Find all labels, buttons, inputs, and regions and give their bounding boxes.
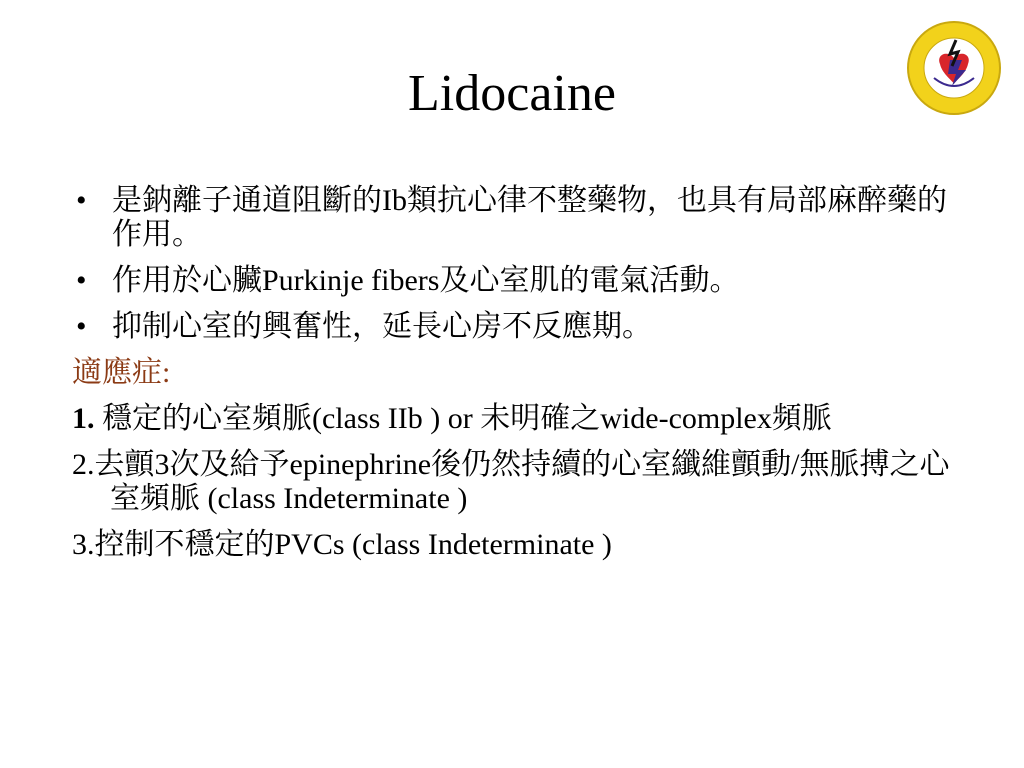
indication-text: 去顫3次及給予epinephrine後仍然持續的心室纖維顫動/無脈搏之心室頻脈 (class Indeterminate ): [94, 448, 950, 515]
bullet-text: 是鈉離子通道阻斷的Ib類抗心律不整藥物，也具有局部麻醉藥的作用。: [112, 184, 947, 251]
indication-item: [72, 402, 952, 436]
indication-item: [72, 448, 952, 516]
indication-number: 3.: [72, 528, 95, 561]
indication-number: 2.: [72, 448, 95, 481]
bullet-item: [72, 184, 952, 252]
indications-heading: 適應症:: [72, 356, 171, 389]
indication-text: 控制不穩定的PVCs (class Indeterminate ): [94, 528, 612, 561]
indication-text: 穩定的心室頻脈(class IIb ) or 未明確之wide-complex頻脈: [94, 402, 832, 435]
indication-number: 1.: [72, 402, 95, 435]
indication-item: [72, 528, 952, 562]
slide-title: Lidocaine: [408, 65, 616, 122]
bullet-item: [72, 310, 952, 344]
bullet-marker: •: [76, 184, 87, 217]
bullet-item: [72, 264, 952, 298]
bullet-text: 抑制心室的興奮性，延長心房不反應期。: [112, 310, 652, 343]
bullet-text: 作用於心臟Purkinje fibers及心室肌的電氣活動。: [112, 264, 740, 297]
bullet-marker: •: [76, 264, 87, 297]
slide-content: [72, 184, 952, 574]
bullet-marker: •: [76, 310, 87, 343]
